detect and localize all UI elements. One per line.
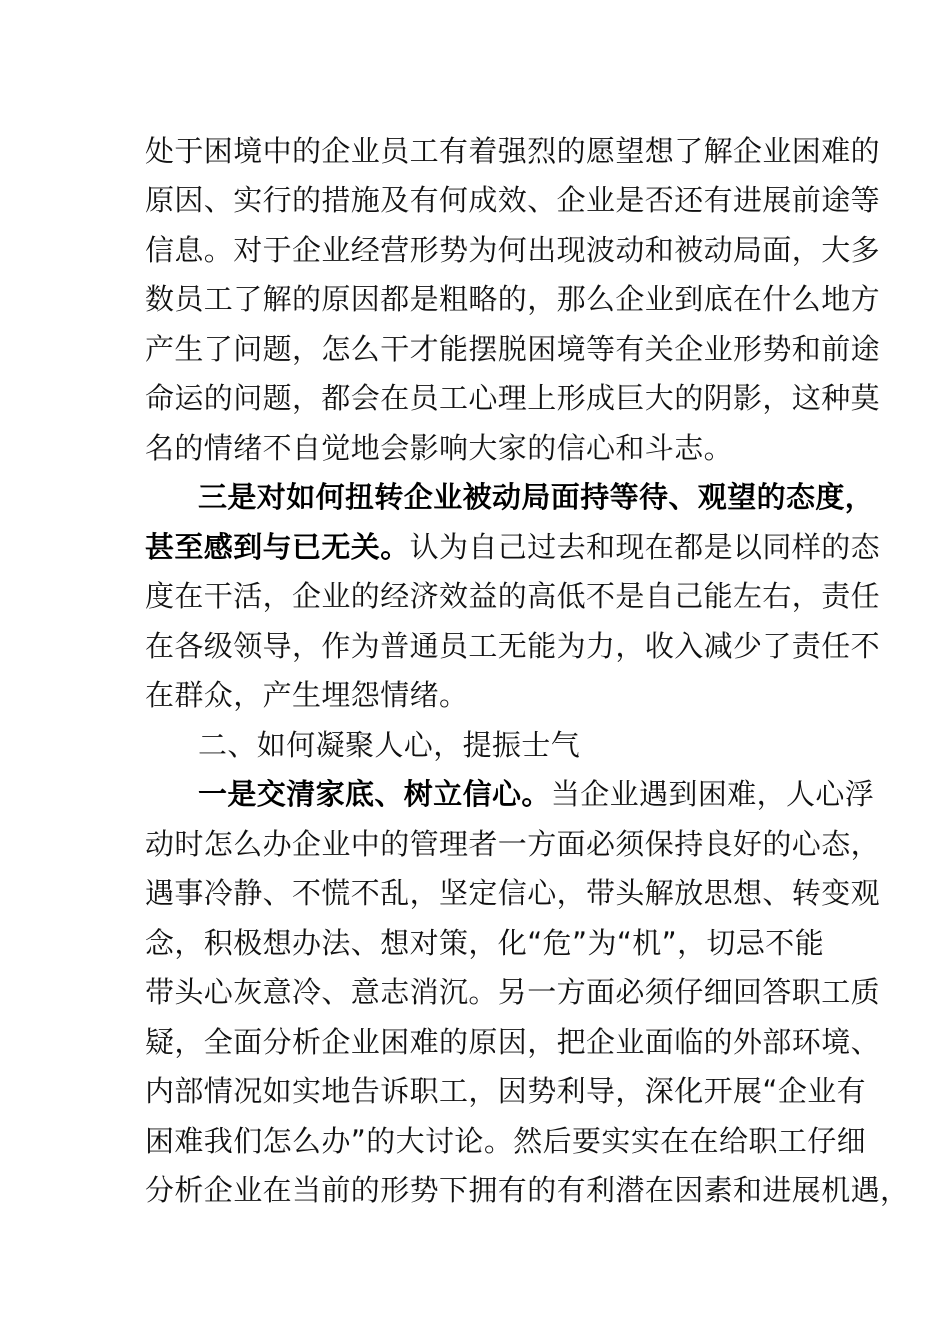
paragraph-line: 内部情况如实地告诉职工，因势利导，深化开展“企业有 xyxy=(145,1074,867,1108)
paragraph-line: 带头心灰意冷、意志消沉。另一方面必须仔细回答职工质 xyxy=(145,975,881,1009)
point-one-heading: 一是交清家底、树立信心。 xyxy=(198,777,551,811)
point-three-heading: 三是对如何扭转企业被动局面持等待、观望的态度， xyxy=(198,480,875,514)
paragraph-line: 信息。对于企业经营形势为何出现波动和被动局面，大多 xyxy=(145,233,881,267)
paragraph-line: 度在干活，企业的经济效益的高低不是自己能左右，责任 xyxy=(145,579,881,613)
paragraph-line: 困难我们怎么办”的大讨论。然后要实实在在给职工仔细 xyxy=(145,1124,867,1158)
point-three-heading-end: 甚至感到与已无关。 xyxy=(145,530,410,564)
paragraph-line: 疑，全面分析企业困难的原因，把企业面临的外部环境、 xyxy=(145,1025,881,1059)
paragraph-line: 原因、实行的措施及有何成效、企业是否还有进展前途等 xyxy=(145,183,881,217)
paragraph-line: 动时怎么办企业中的管理者一方面必须保持良好的心态， xyxy=(145,827,881,861)
section-heading: 二、如何凝聚人心，提振士气 xyxy=(198,728,581,762)
point-one-text: 当企业遇到困难，人心浮 xyxy=(550,777,875,811)
paragraph-line: 命运的问题，都会在员工心理上形成巨大的阴影，这种莫 xyxy=(145,381,881,415)
paragraph-line: 数员工了解的原因都是粗略的，那么企业到底在什么地方 xyxy=(145,282,881,316)
paragraph-line: 遇事冷静、不慌不乱，坚定信心，带头解放思想、转变观 xyxy=(145,876,881,910)
paragraph-line: 在群众，产生埋怨情绪。 xyxy=(145,678,469,712)
point-three-text: 认为自己过去和现在都是以同样的态 xyxy=(409,530,881,564)
paragraph-line: 产生了问题，怎么干才能摆脱困境等有关企业形势和前途 xyxy=(145,332,881,366)
paragraph-line xyxy=(198,769,875,819)
paragraph-line: 在各级领导，作为普通员工无能为力，收入减少了责任不 xyxy=(145,629,881,663)
paragraph-line: 处于困境中的企业员工有着强烈的愿望想了解企业困难的 xyxy=(145,134,881,168)
paragraph-line xyxy=(145,522,881,572)
paragraph-line: 念，积极想办法、想对策，化“危”为“机”，切忌不能 xyxy=(145,926,825,960)
paragraph-line: 名的情绪不自觉地会影响大家的信心和斗志。 xyxy=(145,431,734,465)
paragraph-line: 分析企业在当前的形势下拥有的有利潜在因素和进展机遇， xyxy=(145,1173,910,1207)
